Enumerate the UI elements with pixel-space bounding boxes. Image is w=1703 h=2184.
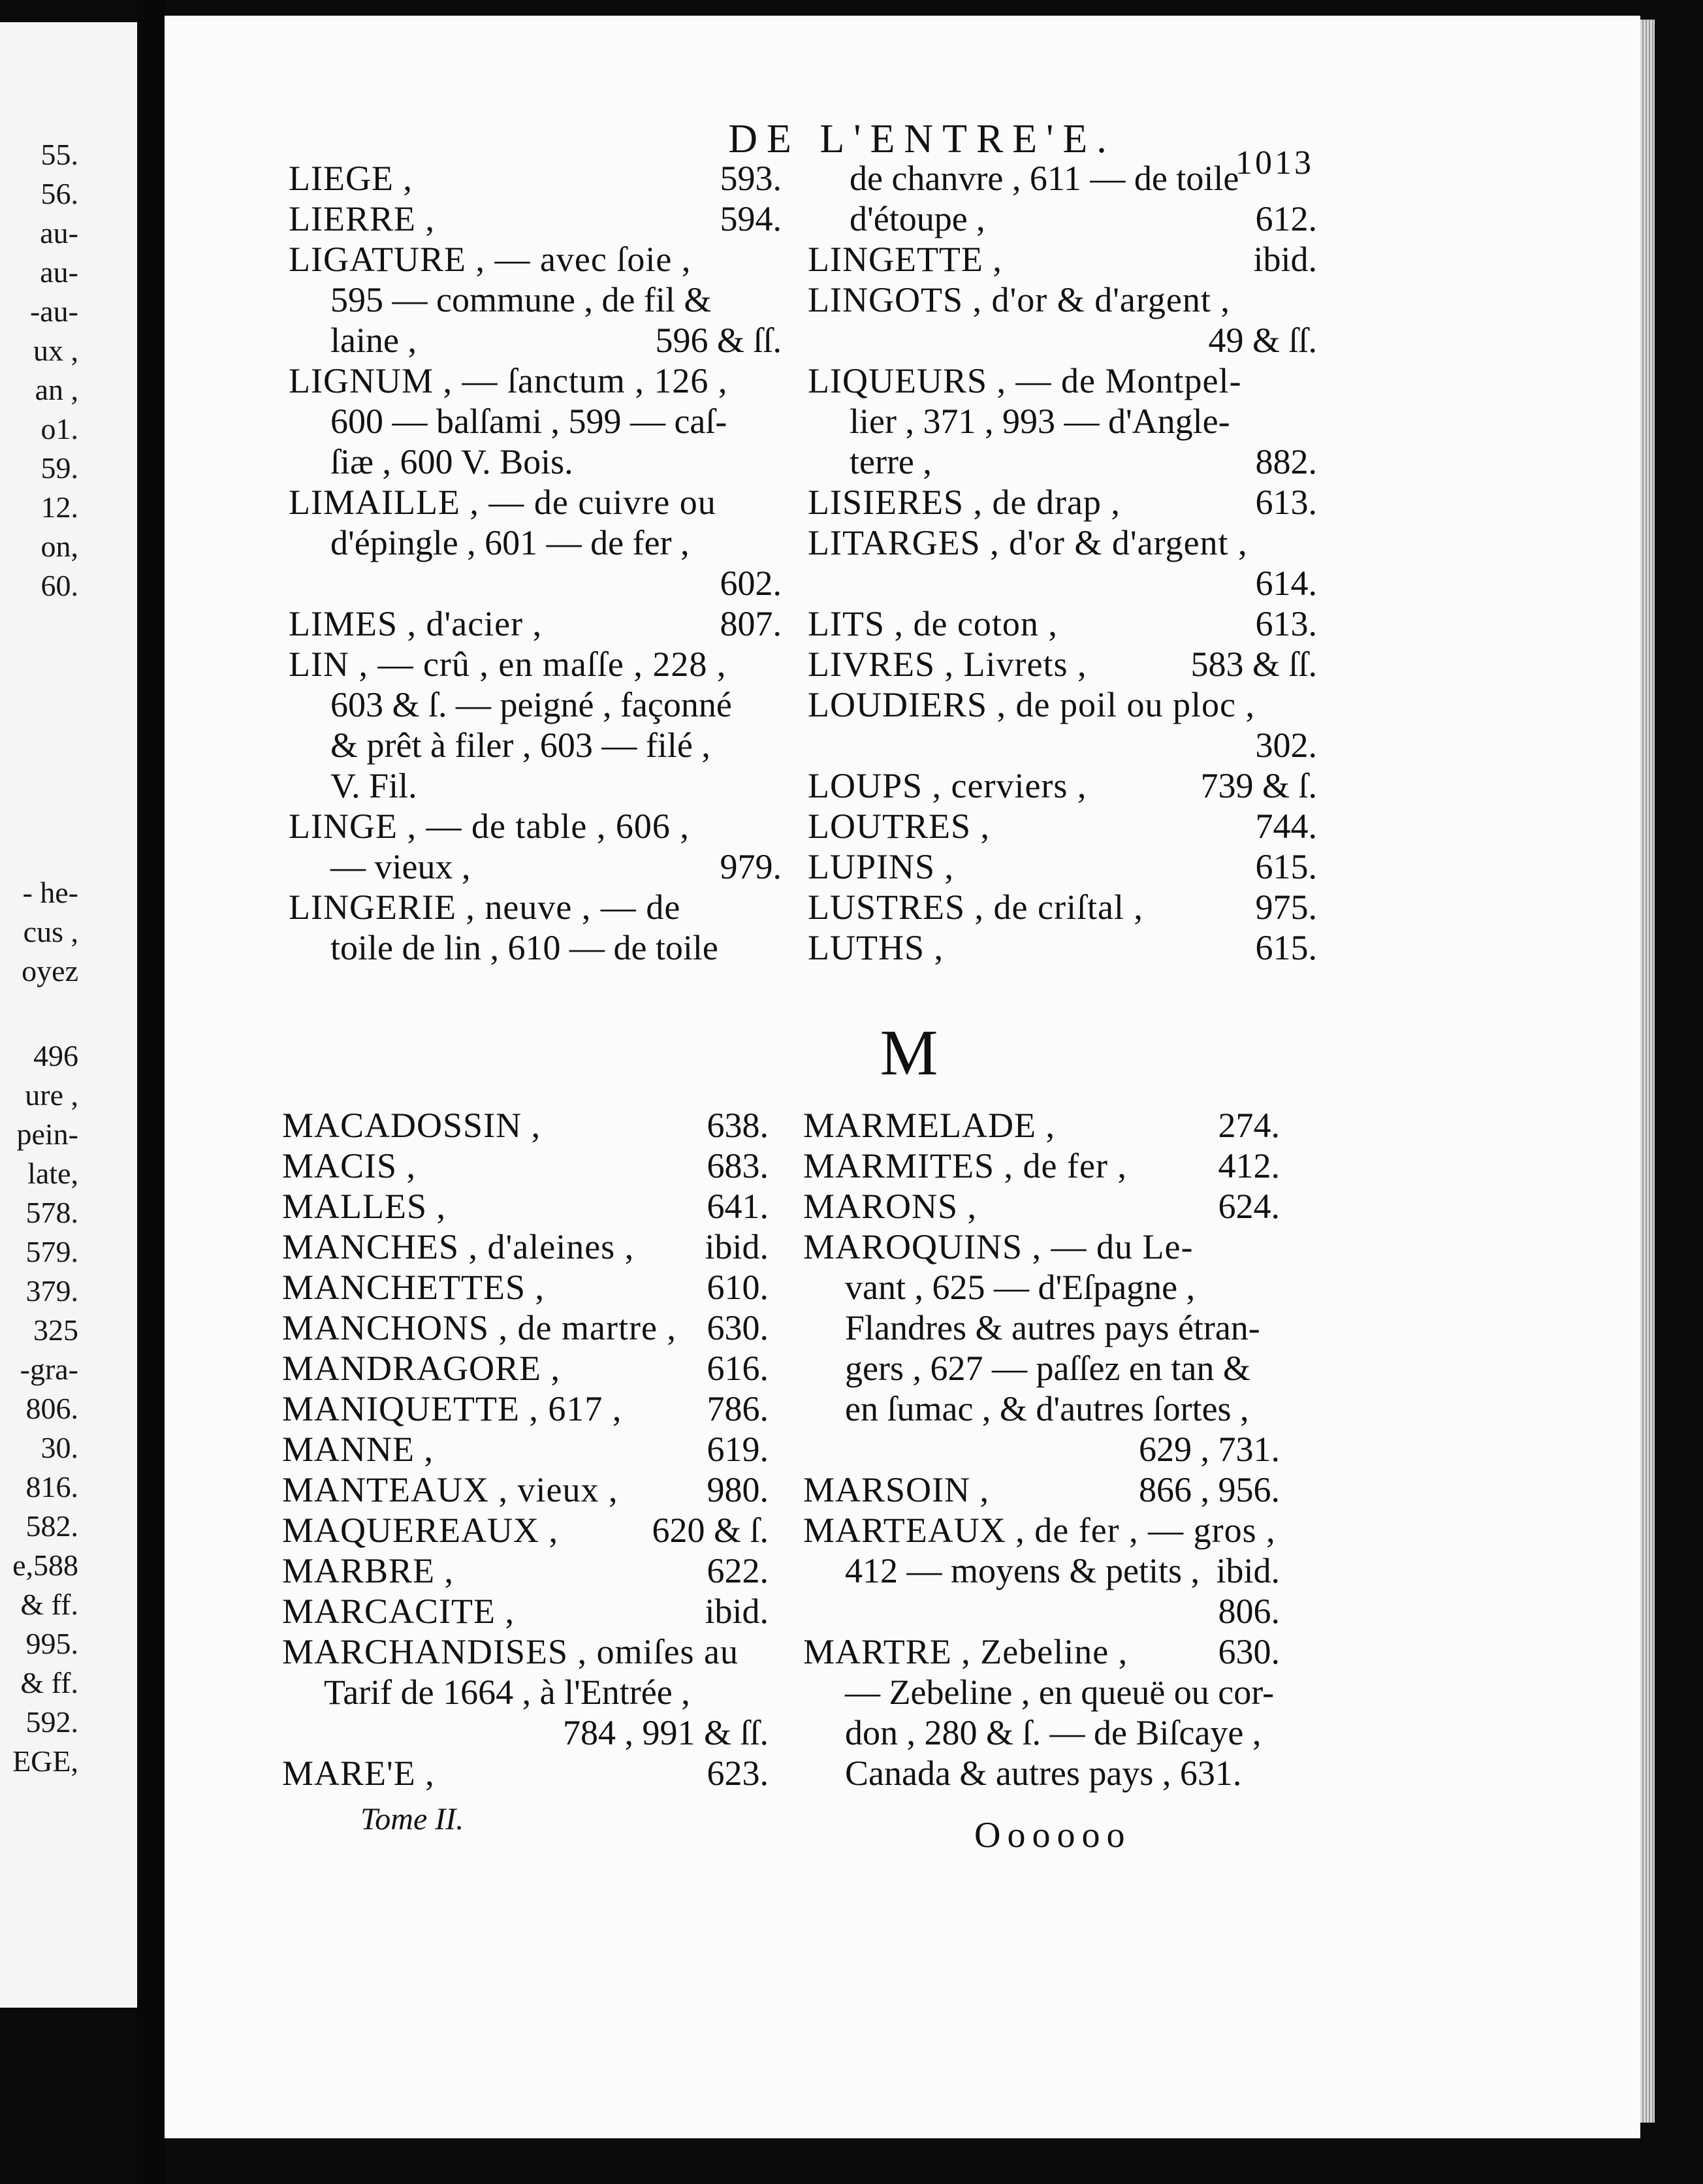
index-entry-continuation — [803, 1389, 1280, 1429]
entry-text: de chanvre , 611 — de toile — [850, 159, 1239, 198]
index-entry — [282, 1550, 769, 1591]
left-page-text-fragment: 806. — [25, 1392, 78, 1425]
tome-label: Tome II. — [360, 1802, 464, 1837]
entry-page-reference: ibid. — [705, 1592, 769, 1631]
entry-page-reference: 615. — [1255, 928, 1317, 967]
index-column-bottom-left — [282, 1105, 769, 1793]
entry-text: MARMELADE , — [803, 1106, 1055, 1145]
entry-page-reference: 610. — [707, 1268, 769, 1307]
entry-text: gers , 627 — paſſez en tan & — [845, 1349, 1250, 1388]
entry-page-reference: 629 , 731. — [1139, 1430, 1280, 1469]
index-entry — [803, 1631, 1280, 1672]
index-entry — [808, 765, 1317, 806]
entry-page-reference: 302. — [1255, 726, 1317, 765]
entry-text: LIERRE , — [289, 199, 435, 238]
index-entry-continuation — [803, 1348, 1280, 1389]
entry-page-reference: 641. — [707, 1187, 769, 1226]
entry-page-reference: 612. — [1255, 199, 1317, 238]
index-entry — [282, 1348, 769, 1389]
left-page-text-fragment: 12. — [40, 490, 78, 524]
left-page-text-fragment: au- — [40, 255, 78, 289]
index-column-top-left — [289, 158, 782, 968]
left-page-text-fragment: 379. — [25, 1274, 78, 1308]
entry-page-reference: 614. — [1255, 564, 1317, 603]
entry-text: & prêt à filer , 603 — filé , — [330, 726, 710, 765]
entry-text: don , 280 & ſ. — de Biſcaye , — [845, 1713, 1262, 1752]
index-entry-continuation — [282, 1672, 769, 1712]
entry-page-reference: 593. — [720, 159, 782, 198]
entry-page-reference: 620 & ſ. — [652, 1511, 769, 1550]
entry-page-reference: 866 , 956. — [1139, 1470, 1280, 1509]
entry-text: MARTEAUX , de fer , — gros , — [803, 1511, 1276, 1550]
entry-text: 600 — balſami , 599 — caſ- — [330, 402, 727, 441]
entry-page-reference: 613. — [1255, 604, 1317, 643]
left-page-text-fragment: an , — [35, 373, 78, 406]
running-head: DE L'ENTRE'E. — [728, 117, 1116, 161]
left-page-text-fragment: cus , — [23, 915, 78, 948]
entry-text: d'épingle , 601 — de fer , — [330, 523, 690, 562]
entry-text: LIN , — crû , en maſſe , 228 , — [289, 645, 727, 684]
entry-page-reference: 806. — [1218, 1592, 1280, 1631]
index-entry — [289, 887, 782, 927]
entry-text: LISIERES , de drap , — [808, 483, 1121, 522]
entry-text: LINGE , — de table , 606 , — [289, 807, 690, 846]
index-entry — [282, 1389, 769, 1429]
entry-text: LUPINS , — [808, 847, 955, 886]
index-entry-continuation — [289, 927, 782, 968]
index-entry — [808, 522, 1317, 563]
entry-page-reference: 623. — [707, 1754, 769, 1793]
entry-text: MAQUEREAUX , — [282, 1511, 558, 1550]
entry-text: MACADOSSIN , — [282, 1106, 541, 1145]
left-page-text-fragment: 579. — [25, 1235, 78, 1268]
entry-text: MARSOIN , — [803, 1470, 990, 1509]
entry-page-reference: 613. — [1255, 483, 1317, 522]
index-entry-continuation — [289, 846, 782, 887]
entry-text: terre , — [850, 442, 932, 481]
entry-page-reference: 980. — [707, 1470, 769, 1509]
entry-text: MARMITES , de fer , — [803, 1146, 1127, 1185]
index-entry — [803, 1146, 1280, 1186]
index-entry — [289, 482, 782, 522]
index-entry-continuation — [289, 684, 782, 725]
entry-text: LUTHS , — [808, 928, 944, 967]
entry-page-reference: 975. — [1255, 888, 1317, 927]
index-entry — [803, 1469, 1280, 1510]
entry-text: Tarif de 1664 , à l'Entrée , — [324, 1673, 690, 1712]
index-entry — [289, 239, 782, 280]
index-entry — [808, 644, 1317, 684]
entry-page-reference: 596 & ſſ. — [655, 321, 782, 360]
index-entry-continuation — [289, 401, 782, 442]
left-page-text-fragment: 592. — [25, 1705, 78, 1739]
index-entry-continuation — [289, 765, 782, 806]
left-page-fragment — [0, 22, 137, 2008]
left-page-text-fragment: 59. — [40, 451, 78, 485]
index-entry — [808, 684, 1317, 725]
entry-text: MANCHETTES , — [282, 1268, 545, 1307]
index-entry — [282, 1186, 769, 1227]
entry-page-reference: 784 , 991 & ſſ. — [562, 1713, 769, 1752]
section-letter: M — [880, 1016, 938, 1089]
entry-page-reference: 739 & ſ. — [1200, 766, 1317, 805]
index-entry-continuation — [803, 1591, 1280, 1631]
index-entry — [282, 1510, 769, 1550]
index-entry-continuation — [803, 1672, 1280, 1712]
entry-text: LIVRES , Livrets , — [808, 645, 1087, 684]
entry-page-reference: 615. — [1255, 847, 1317, 886]
index-entry — [808, 482, 1317, 522]
entry-text: toile de lin , 610 — de toile — [330, 928, 718, 967]
book-gutter — [137, 0, 165, 2184]
index-entry — [808, 846, 1317, 887]
entry-text: 412 — moyens & petits , — [845, 1551, 1200, 1590]
left-page-text-fragment: oyez — [22, 954, 78, 988]
entry-text: laine , — [330, 321, 417, 360]
entry-page-reference: 619. — [707, 1430, 769, 1469]
left-page-text-fragment: e,588 — [12, 1549, 78, 1582]
entry-text: MACIS , — [282, 1146, 417, 1185]
entry-text: MALLES , — [282, 1187, 446, 1226]
index-entry-continuation — [289, 563, 782, 603]
page-number: 1013 — [1235, 144, 1314, 182]
left-page-text-fragment: - he- — [22, 876, 78, 909]
index-entry — [808, 239, 1317, 280]
entry-text: — vieux , — [330, 847, 471, 886]
index-entry-continuation — [808, 563, 1317, 603]
entry-text: LIQUEURS , — de Montpel- — [808, 361, 1242, 400]
left-page-text-fragment: EGE, — [12, 1744, 78, 1778]
entry-text: LIGATURE , — avec ſoie , — [289, 240, 692, 279]
index-entry-continuation — [808, 158, 1317, 199]
entry-text: MARE'E , — [282, 1754, 435, 1793]
index-entry — [808, 806, 1317, 846]
index-entry — [289, 603, 782, 644]
index-entry-continuation — [803, 1712, 1280, 1753]
left-page-text-fragment: 30. — [40, 1431, 78, 1464]
index-entry-continuation — [282, 1712, 769, 1753]
index-entry-continuation — [803, 1267, 1280, 1308]
entry-text: LITARGES , d'or & d'argent , — [808, 523, 1248, 562]
entry-text: MAROQUINS , — du Le- — [803, 1227, 1194, 1266]
left-page-text-fragment: on, — [40, 530, 78, 563]
entry-page-reference: 882. — [1255, 442, 1317, 481]
entry-text: Canada & autres pays , 631. — [845, 1754, 1242, 1793]
index-entry — [808, 927, 1317, 968]
entry-text: LIGNUM , — ſanctum , 126 , — [289, 361, 728, 400]
entry-text: MARBRE , — [282, 1551, 454, 1590]
index-entry-continuation — [803, 1753, 1280, 1793]
left-page-text-fragment: au- — [40, 216, 78, 249]
index-entry — [803, 1227, 1280, 1267]
index-entry — [289, 199, 782, 239]
entry-page-reference: ibid. — [705, 1227, 769, 1266]
entry-page-reference: 786. — [707, 1389, 769, 1428]
entry-text: LINGERIE , neuve , — de — [289, 888, 681, 927]
entry-text: MANIQUETTE , 617 , — [282, 1389, 622, 1428]
entry-text: en ſumac , & d'autres ſortes , — [845, 1389, 1249, 1428]
entry-text: LOUTRES , — [808, 807, 990, 846]
entry-page-reference: ibid. — [1253, 240, 1317, 279]
entry-page-reference: 594. — [720, 199, 782, 238]
entry-page-reference: 616. — [707, 1349, 769, 1388]
index-entry-continuation — [808, 442, 1317, 482]
left-page-text-fragment: pein- — [16, 1117, 78, 1151]
left-page-text-fragment: 816. — [25, 1470, 78, 1503]
index-entry — [282, 1105, 769, 1146]
left-page-text-fragment: late, — [27, 1157, 78, 1190]
index-entry — [289, 806, 782, 846]
left-page-text-fragment: 325 — [33, 1313, 78, 1347]
index-entry-continuation — [289, 725, 782, 765]
index-entry-continuation — [808, 199, 1317, 239]
entry-text: LIMAILLE , — de cuivre ou — [289, 483, 716, 522]
book-page — [165, 16, 1640, 2138]
entry-page-reference: ibid. — [1216, 1551, 1280, 1590]
entry-text: MARCHANDISES , omiſes au — [282, 1632, 739, 1671]
left-page-text-fragment: 60. — [40, 569, 78, 602]
entry-text: LINGETTE , — [808, 240, 1002, 279]
index-entry-continuation — [808, 401, 1317, 442]
index-entry — [289, 644, 782, 684]
index-entry — [803, 1186, 1280, 1227]
index-entry — [282, 1267, 769, 1308]
left-page-text-fragment: & ff. — [20, 1588, 78, 1621]
entry-page-reference: 630. — [707, 1308, 769, 1347]
entry-page-reference: 412. — [1218, 1146, 1280, 1185]
left-page-text-fragment: o1. — [40, 412, 78, 445]
entry-page-reference: 807. — [720, 604, 782, 643]
index-entry — [282, 1308, 769, 1348]
left-page-text-fragment: 578. — [25, 1196, 78, 1229]
signature-mark: Oooooo — [974, 1815, 1132, 1855]
entry-page-reference: 602. — [720, 564, 782, 603]
entry-page-reference: 274. — [1218, 1106, 1280, 1145]
entry-page-reference: 622. — [707, 1551, 769, 1590]
left-page-text-fragment: ux , — [33, 334, 78, 367]
index-entry — [808, 887, 1317, 927]
index-entry — [282, 1591, 769, 1631]
index-entry — [282, 1429, 769, 1469]
entry-text: MANTEAUX , vieux , — [282, 1470, 618, 1509]
index-entry — [282, 1469, 769, 1510]
index-entry-continuation — [808, 725, 1317, 765]
left-page-text-fragment: 55. — [40, 138, 78, 171]
entry-text: Flandres & autres pays étran- — [845, 1308, 1260, 1347]
entry-text: LOUPS , cerviers , — [808, 766, 1087, 805]
index-column-top-right — [808, 158, 1317, 968]
entry-page-reference: 683. — [707, 1146, 769, 1185]
entry-text: MANNE , — [282, 1430, 434, 1469]
entry-page-reference: 583 & ſſ. — [1190, 645, 1317, 684]
entry-page-reference: 49 & ſſ. — [1208, 321, 1317, 360]
left-page-text-fragment: 56. — [40, 177, 78, 210]
entry-text: LITS , de coton , — [808, 604, 1058, 643]
entry-text: MANCHONS , de martre , — [282, 1308, 676, 1347]
left-page-text-fragment: 496 — [33, 1039, 78, 1072]
left-page-text-fragment: 995. — [25, 1627, 78, 1660]
entry-page-reference: 630. — [1218, 1632, 1280, 1671]
index-entry — [282, 1227, 769, 1267]
entry-text: 603 & ſ. — peigné , façonné — [330, 685, 732, 724]
entry-text: LINGOTS , d'or & d'argent , — [808, 280, 1230, 319]
left-page-text-fragment: -au- — [29, 295, 78, 328]
entry-text: LOUDIERS , de poil ou ploc , — [808, 685, 1255, 724]
entry-text: ſiæ , 600 V. Bois. — [330, 442, 573, 481]
entry-text: V. Fil. — [330, 766, 417, 805]
index-entry — [289, 158, 782, 199]
index-entry — [282, 1631, 769, 1672]
index-entry — [282, 1753, 769, 1793]
entry-page-reference: 638. — [707, 1106, 769, 1145]
index-entry — [803, 1105, 1280, 1146]
index-entry-continuation — [803, 1550, 1280, 1591]
index-entry-continuation — [289, 522, 782, 563]
index-entry-continuation — [289, 320, 782, 361]
index-entry-continuation — [289, 280, 782, 320]
index-entry — [808, 361, 1317, 401]
entry-page-reference: 624. — [1218, 1187, 1280, 1226]
entry-text: vant , 625 — d'Eſpagne , — [845, 1268, 1196, 1307]
entry-text: MARTRE , Zebeline , — [803, 1632, 1128, 1671]
index-entry-continuation — [289, 442, 782, 482]
entry-page-reference: 979. — [720, 847, 782, 886]
index-entry — [803, 1510, 1280, 1550]
index-entry — [289, 361, 782, 401]
entry-text: 595 — commune , de fil & — [330, 280, 712, 319]
left-page-text-fragment: ure , — [25, 1078, 78, 1112]
index-column-bottom-right — [803, 1105, 1280, 1793]
entry-text: d'étoupe , — [850, 199, 985, 238]
entry-text: MANCHES , d'aleines , — [282, 1227, 635, 1266]
entry-text: MARONS , — [803, 1187, 978, 1226]
left-page-text-fragment: 582. — [25, 1509, 78, 1543]
index-entry — [282, 1146, 769, 1186]
entry-text: LIMES , d'acier , — [289, 604, 543, 643]
entry-text: LIEGE , — [289, 159, 413, 198]
entry-text: MANDRAGORE , — [282, 1349, 561, 1388]
index-entry — [808, 603, 1317, 644]
index-entry-continuation — [803, 1308, 1280, 1348]
index-entry-continuation — [808, 320, 1317, 361]
entry-text: — Zebeline , en queuë ou cor- — [845, 1673, 1275, 1712]
index-entry — [808, 280, 1317, 320]
entry-page-reference: 744. — [1255, 807, 1317, 846]
left-page-text-fragment: -gra- — [20, 1353, 78, 1386]
page-edge — [1640, 20, 1655, 2123]
entry-text: lier , 371 , 993 — d'Angle- — [850, 402, 1230, 441]
entry-text: MARCACITE , — [282, 1592, 515, 1631]
left-page-text-fragment: & ff. — [20, 1666, 78, 1699]
entry-text: LUSTRES , de criſtal , — [808, 888, 1143, 927]
index-entry-continuation — [803, 1429, 1280, 1469]
